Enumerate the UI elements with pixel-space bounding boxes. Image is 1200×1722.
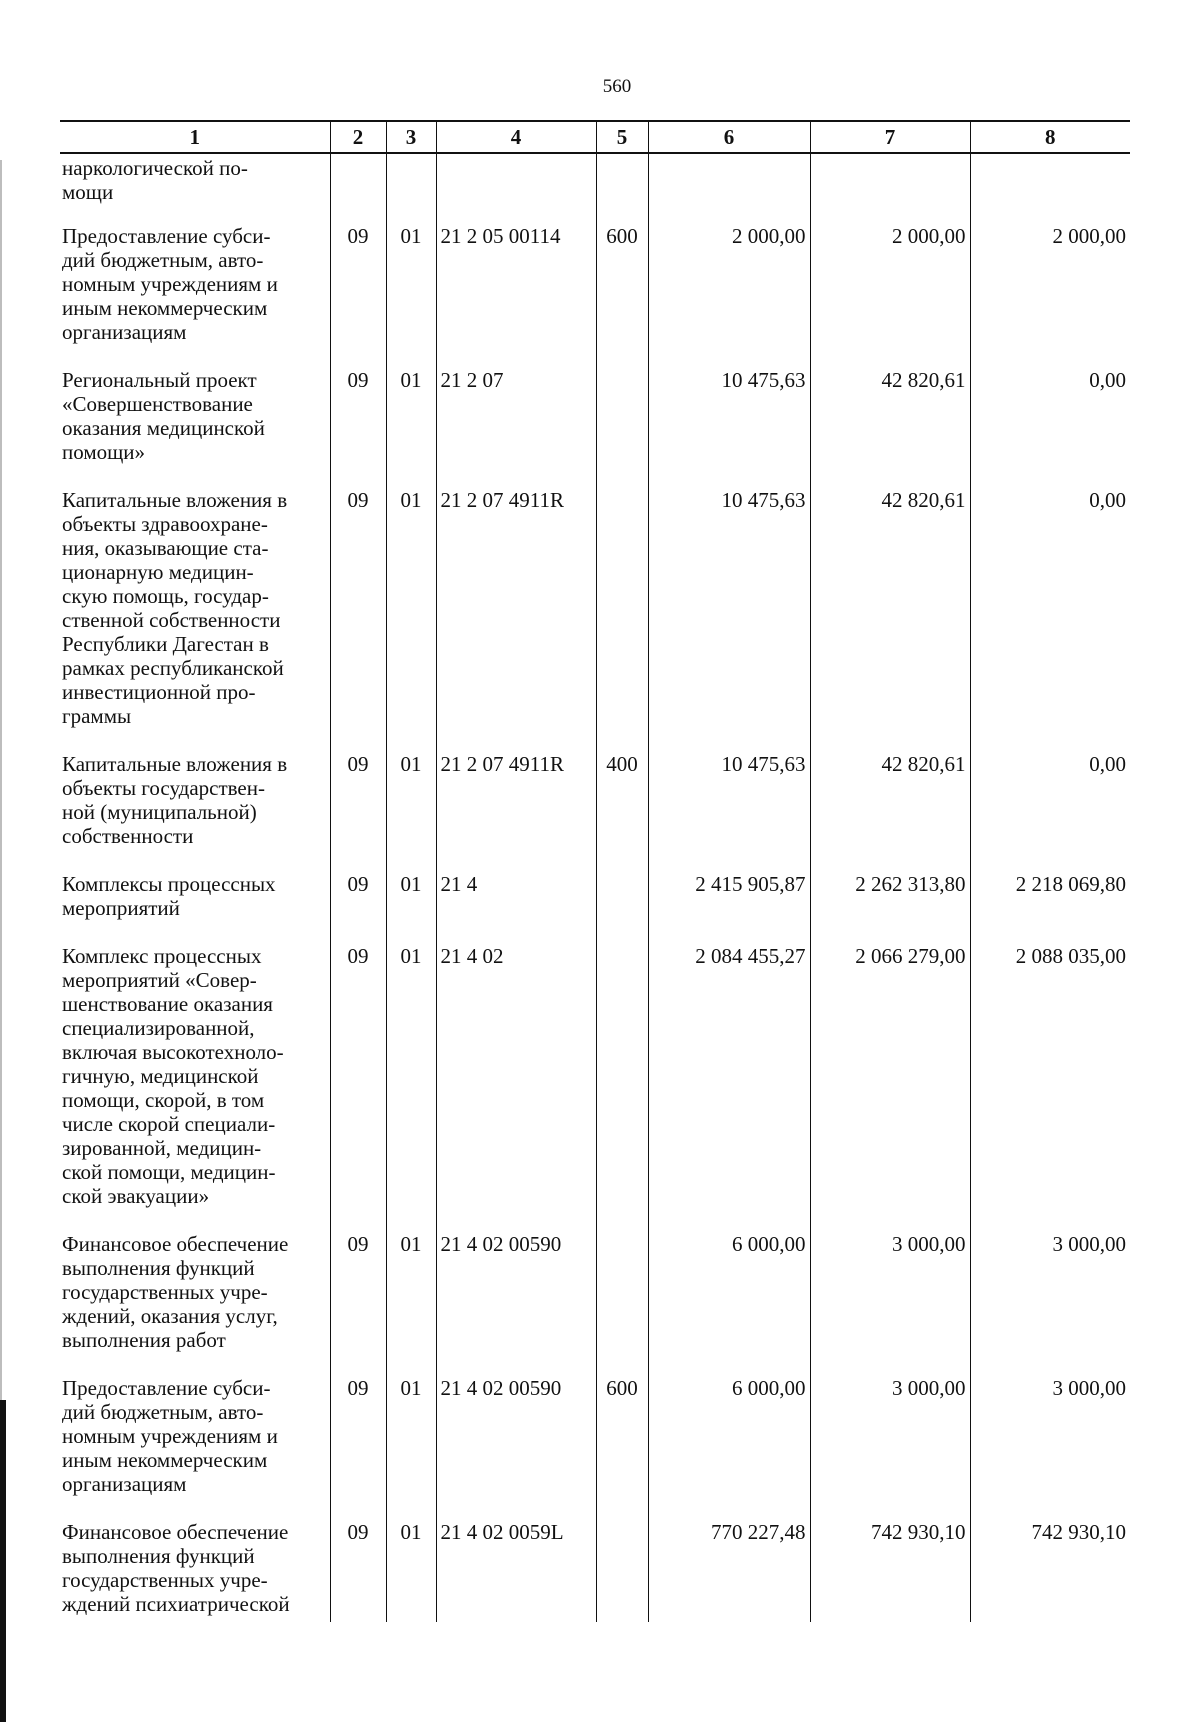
cell-amount-year1: 2 000,00 bbox=[648, 220, 810, 364]
cell-section: 09 bbox=[330, 1516, 386, 1622]
row-name: Региональный проект «Совершенствование оказания медицинской помощи» bbox=[60, 364, 330, 484]
cell-amount-year3: 2 088 035,00 bbox=[970, 940, 1130, 1228]
cell-amount-year2: 3 000,00 bbox=[810, 1372, 970, 1516]
cell-target-code: 21 4 02 bbox=[436, 940, 596, 1228]
cell-amount-year1: 770 227,48 bbox=[648, 1516, 810, 1622]
cell-amount-year1: 6 000,00 bbox=[648, 1228, 810, 1372]
cell-section: 09 bbox=[330, 364, 386, 484]
table-row bbox=[60, 868, 1130, 940]
cell-expense-type bbox=[596, 364, 648, 484]
cell-target-code: 21 4 bbox=[436, 868, 596, 940]
page-number: 560 bbox=[602, 76, 632, 97]
table-row bbox=[60, 220, 1130, 364]
cell-section: 09 bbox=[330, 1372, 386, 1516]
cell-section: 09 bbox=[330, 868, 386, 940]
scan-edge-mark bbox=[0, 1400, 6, 1722]
scan-margin-line bbox=[0, 160, 2, 1420]
row-name: Финансовое обеспечение выполнения функций государственных учре- ждений психиатрической bbox=[60, 1516, 330, 1622]
cell-section: 09 bbox=[330, 1228, 386, 1372]
cell-target-code: 21 2 07 bbox=[436, 364, 596, 484]
cell-amount-year1: 2 084 455,27 bbox=[648, 940, 810, 1228]
cell-amount-year3: 0,00 bbox=[970, 364, 1130, 484]
table-header-row bbox=[60, 121, 1130, 153]
cell-expense-type bbox=[596, 868, 648, 940]
cell-subsection: 01 bbox=[386, 364, 436, 484]
cell-amount-year2: 2 262 313,80 bbox=[810, 868, 970, 940]
table-body bbox=[60, 153, 1130, 1622]
cell-amount-year2: 2 066 279,00 bbox=[810, 940, 970, 1228]
cell-amount-year2: 42 820,61 bbox=[810, 748, 970, 868]
cell-amount-year1: 10 475,63 bbox=[648, 484, 810, 748]
cell-amount-year2: 3 000,00 bbox=[810, 1228, 970, 1372]
cell-amount-year1: 10 475,63 bbox=[648, 748, 810, 868]
cell-target-code: 21 4 02 00590 bbox=[436, 1228, 596, 1372]
table-row bbox=[60, 153, 1130, 220]
cell-amount-year3 bbox=[970, 153, 1130, 220]
col-header-5: 5 bbox=[596, 121, 648, 153]
cell-expense-type: 600 bbox=[596, 1372, 648, 1516]
cell-subsection: 01 bbox=[386, 1228, 436, 1372]
cell-amount-year3: 2 000,00 bbox=[970, 220, 1130, 364]
cell-subsection: 01 bbox=[386, 1372, 436, 1516]
cell-amount-year2: 42 820,61 bbox=[810, 364, 970, 484]
cell-amount-year3: 3 000,00 bbox=[970, 1228, 1130, 1372]
row-name: Предоставление субси- дий бюджетным, авто- номным учреждениям и иным некоммерческим организациям bbox=[60, 220, 330, 364]
table-row bbox=[60, 1228, 1130, 1372]
cell-expense-type bbox=[596, 940, 648, 1228]
row-name: наркологической по- мощи bbox=[60, 153, 330, 220]
cell-section: 09 bbox=[330, 220, 386, 364]
cell-section: 09 bbox=[330, 940, 386, 1228]
col-header-7: 7 bbox=[810, 121, 970, 153]
cell-target-code: 21 4 02 00590 bbox=[436, 1372, 596, 1516]
col-header-6: 6 bbox=[648, 121, 810, 153]
cell-expense-type bbox=[596, 153, 648, 220]
col-header-2: 2 bbox=[330, 121, 386, 153]
cell-subsection: 01 bbox=[386, 220, 436, 364]
cell-target-code: 21 2 07 4911R bbox=[436, 484, 596, 748]
col-header-4: 4 bbox=[436, 121, 596, 153]
cell-section: 09 bbox=[330, 748, 386, 868]
cell-expense-type bbox=[596, 1516, 648, 1622]
cell-subsection: 01 bbox=[386, 1516, 436, 1622]
cell-amount-year2: 42 820,61 bbox=[810, 484, 970, 748]
row-name: Капитальные вложения в объекты здравоохране- ния, оказывающие ста- ционарную медицин- скую помощь, государ- ственной собственности Республики Дагестан в рамках республиканской инвестиционной про- граммы bbox=[60, 484, 330, 748]
cell-target-code: 21 2 05 00114 bbox=[436, 220, 596, 364]
cell-amount-year1 bbox=[648, 153, 810, 220]
cell-amount-year2 bbox=[810, 153, 970, 220]
row-name: Финансовое обеспечение выполнения функций государственных учре- ждений, оказания услуг, выполнения работ bbox=[60, 1228, 330, 1372]
cell-section bbox=[330, 153, 386, 220]
cell-amount-year3: 0,00 bbox=[970, 748, 1130, 868]
row-name: Предоставление субси- дий бюджетным, авто- номным учреждениям и иным некоммерческим организациям bbox=[60, 1372, 330, 1516]
cell-amount-year1: 10 475,63 bbox=[648, 364, 810, 484]
budget-table bbox=[60, 120, 1130, 1622]
row-name: Капитальные вложения в объекты государствен- ной (муниципальной) собственности bbox=[60, 748, 330, 868]
cell-expense-type bbox=[596, 484, 648, 748]
row-name: Комплексы процессных мероприятий bbox=[60, 868, 330, 940]
cell-amount-year3: 0,00 bbox=[970, 484, 1130, 748]
cell-subsection: 01 bbox=[386, 868, 436, 940]
table-row bbox=[60, 1516, 1130, 1622]
budget-table-container bbox=[60, 120, 1130, 1622]
cell-amount-year2: 2 000,00 bbox=[810, 220, 970, 364]
cell-target-code: 21 4 02 0059L bbox=[436, 1516, 596, 1622]
row-name: Комплекс процессных мероприятий «Совер- шенствование оказания специализированной, включая высокотехноло- гичную, медицинской помощи, скорой, в том числе скорой специали- зированной, медицин- ской помощи, медицин- ской эвакуации» bbox=[60, 940, 330, 1228]
table-row bbox=[60, 1372, 1130, 1516]
cell-amount-year3: 3 000,00 bbox=[970, 1372, 1130, 1516]
cell-amount-year2: 742 930,10 bbox=[810, 1516, 970, 1622]
cell-amount-year3: 742 930,10 bbox=[970, 1516, 1130, 1622]
cell-target-code bbox=[436, 153, 596, 220]
cell-amount-year3: 2 218 069,80 bbox=[970, 868, 1130, 940]
cell-subsection: 01 bbox=[386, 940, 436, 1228]
cell-expense-type: 400 bbox=[596, 748, 648, 868]
table-row bbox=[60, 748, 1130, 868]
table-row bbox=[60, 364, 1130, 484]
cell-amount-year1: 2 415 905,87 bbox=[648, 868, 810, 940]
cell-subsection: 01 bbox=[386, 748, 436, 868]
cell-expense-type bbox=[596, 1228, 648, 1372]
cell-subsection bbox=[386, 153, 436, 220]
cell-target-code: 21 2 07 4911R bbox=[436, 748, 596, 868]
table-row bbox=[60, 484, 1130, 748]
cell-expense-type: 600 bbox=[596, 220, 648, 364]
col-header-8: 8 bbox=[970, 121, 1130, 153]
cell-subsection: 01 bbox=[386, 484, 436, 748]
cell-section: 09 bbox=[330, 484, 386, 748]
col-header-1: 1 bbox=[60, 121, 330, 153]
table-row bbox=[60, 940, 1130, 1228]
col-header-3: 3 bbox=[386, 121, 436, 153]
cell-amount-year1: 6 000,00 bbox=[648, 1372, 810, 1516]
